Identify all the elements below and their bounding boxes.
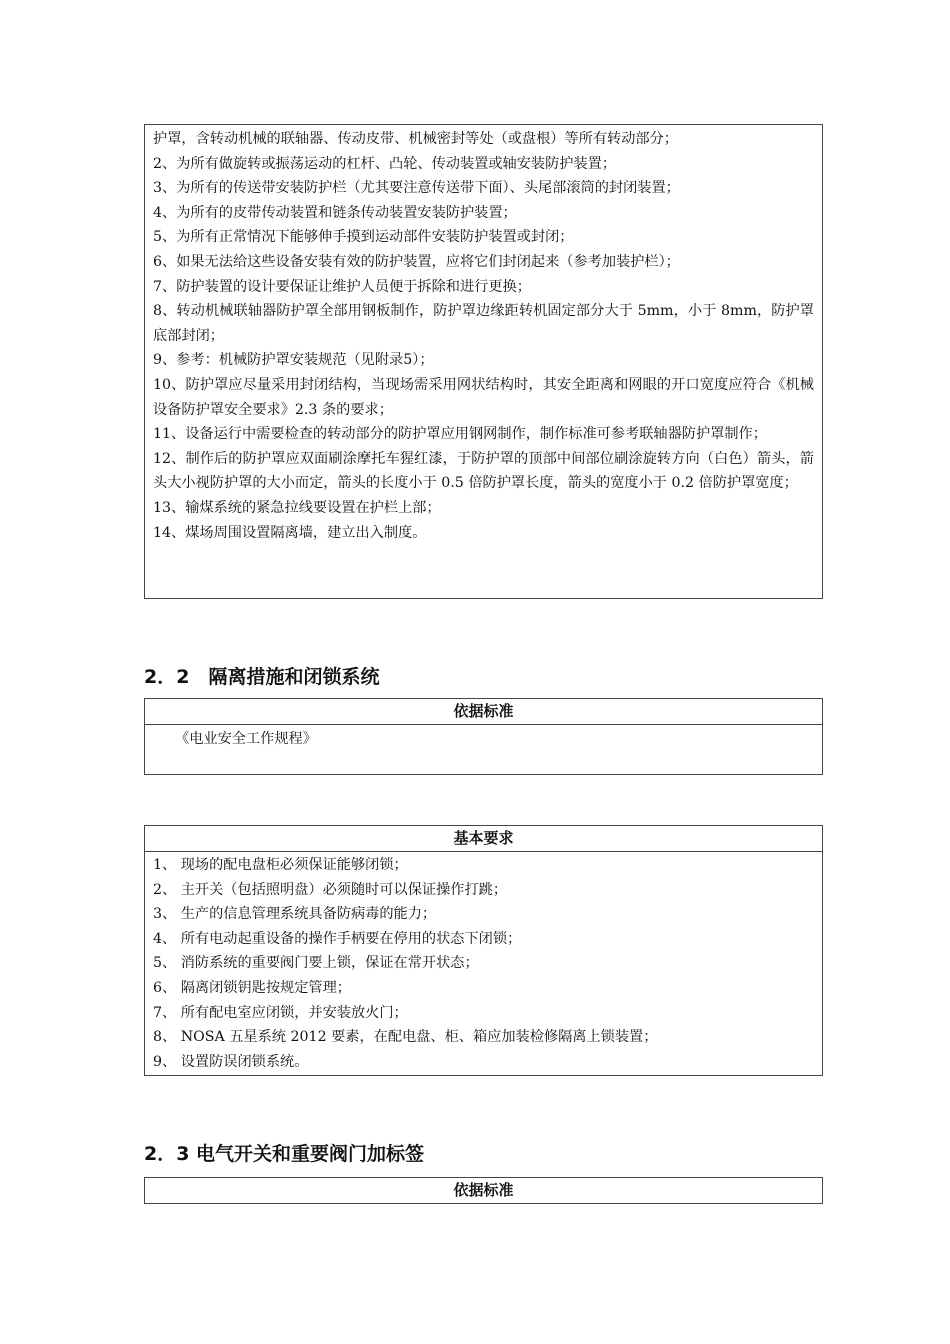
basis-standard-box — [144, 698, 823, 775]
list-item: 2、 主开关（包括照明盘）必须随时可以保证操作打跳； — [153, 881, 508, 898]
list-item: 7、防护装置的设计要保证让维护人员便于拆除和进行更换； — [153, 278, 531, 295]
list-item: 5、 消防系统的重要阀门要上锁，保证在常开状态； — [153, 955, 479, 972]
list-item: 14、煤场周围设置隔离墙，建立出入制度。 — [153, 524, 427, 541]
list-item: 12、制作后的防护罩应双面刷涂摩托车猩红漆，于防护罩的顶部中间部位刷涂旋转方向（白色）箭头，箭头大小视防护罩的大小而定，箭头的长度小于 0.5 倍防护罩长度，箭头的宽度小于 0.2 倍防护罩宽度； — [153, 450, 814, 492]
list-item: 2、为所有做旋转或振荡运动的杠杆、凸轮、传动装置或轴安装防护装置； — [153, 155, 617, 172]
list-item: 6、 隔离闭锁钥匙按规定管理； — [153, 979, 351, 996]
list-item: 1、 现场的配电盘柜必须保证能够闭锁； — [153, 857, 408, 873]
list-item: 6、如果无法给这些设备安装有效的防护装置，应将它们封闭起来（参考加装护栏）； — [153, 253, 680, 270]
list-item: 10、防护罩应尽量采用封闭结构，当现场需采用网状结构时，其安全距离和网眼的开口宽度应符合《机械设备防护罩安全要求》2.3 条的要求； — [153, 376, 814, 418]
list-item: 护罩，含转动机械的联轴器、传动皮带、机械密封等处（或盘根）等所有转动部分； — [153, 131, 678, 147]
basis-title: 依据标准 — [453, 1181, 514, 1199]
basic-requirements-box — [144, 825, 823, 1076]
basis-title: 依据标准 — [145, 699, 822, 725]
basis-text: 《电业安全工作规程》 — [175, 731, 317, 747]
section-heading: 2．2 隔离措施和闭锁系统 — [144, 666, 380, 688]
list-item: 4、 所有电动起重设备的操作手柄要在停用的状态下闭锁； — [153, 930, 522, 947]
list-item: 7、 所有配电室应闭锁，并安装放火门； — [153, 1004, 408, 1021]
list-item: 9、参考：机械防护罩安装规范（见附录5）； — [153, 352, 434, 369]
requirements-list — [145, 125, 822, 545]
list-item: 4、为所有的皮带传动装置和链条传动装置安装防护装置； — [153, 204, 517, 221]
list-item: 8、转动机械联轴器防护罩全部用钢板制作，防护罩边缘距转机固定部分大于 5mm，小于 8mm，防护罩底部封闭； — [153, 303, 814, 344]
list-item: 5、为所有正常情况下能够伸手摸到运动部件安装防护装置或封闭； — [153, 229, 574, 246]
list-item: 13、输煤系统的紧急拉线要设置在护栏上部； — [153, 499, 441, 516]
list-item: 9、 设置防误闭锁系统。 — [153, 1053, 309, 1070]
list-item: 3、 生产的信息管理系统具备防病毒的能力； — [153, 906, 437, 923]
requirements-title: 基本要求 — [145, 826, 822, 852]
list-item: 11、设备运行中需要检查的转动部分的防护罩应用钢网制作，制作标准可参考联轴器防护罩制作； — [153, 426, 767, 443]
section-heading: 2．3 电气开关和重要阀门加标签 — [144, 1143, 425, 1165]
list-item: 8、 NOSA 五星系统 2012 要素，在配电盘、柜、箱应加装检修隔离上锁装置； — [153, 1029, 658, 1046]
requirements-list — [145, 852, 822, 1074]
list-item: 3、为所有的传送带安装防护栏（尤其要注意传送带下面）、头尾部滚筒的封闭装置； — [153, 180, 680, 197]
requirements-box-top — [144, 124, 823, 599]
basis-standard-box — [144, 1177, 823, 1204]
